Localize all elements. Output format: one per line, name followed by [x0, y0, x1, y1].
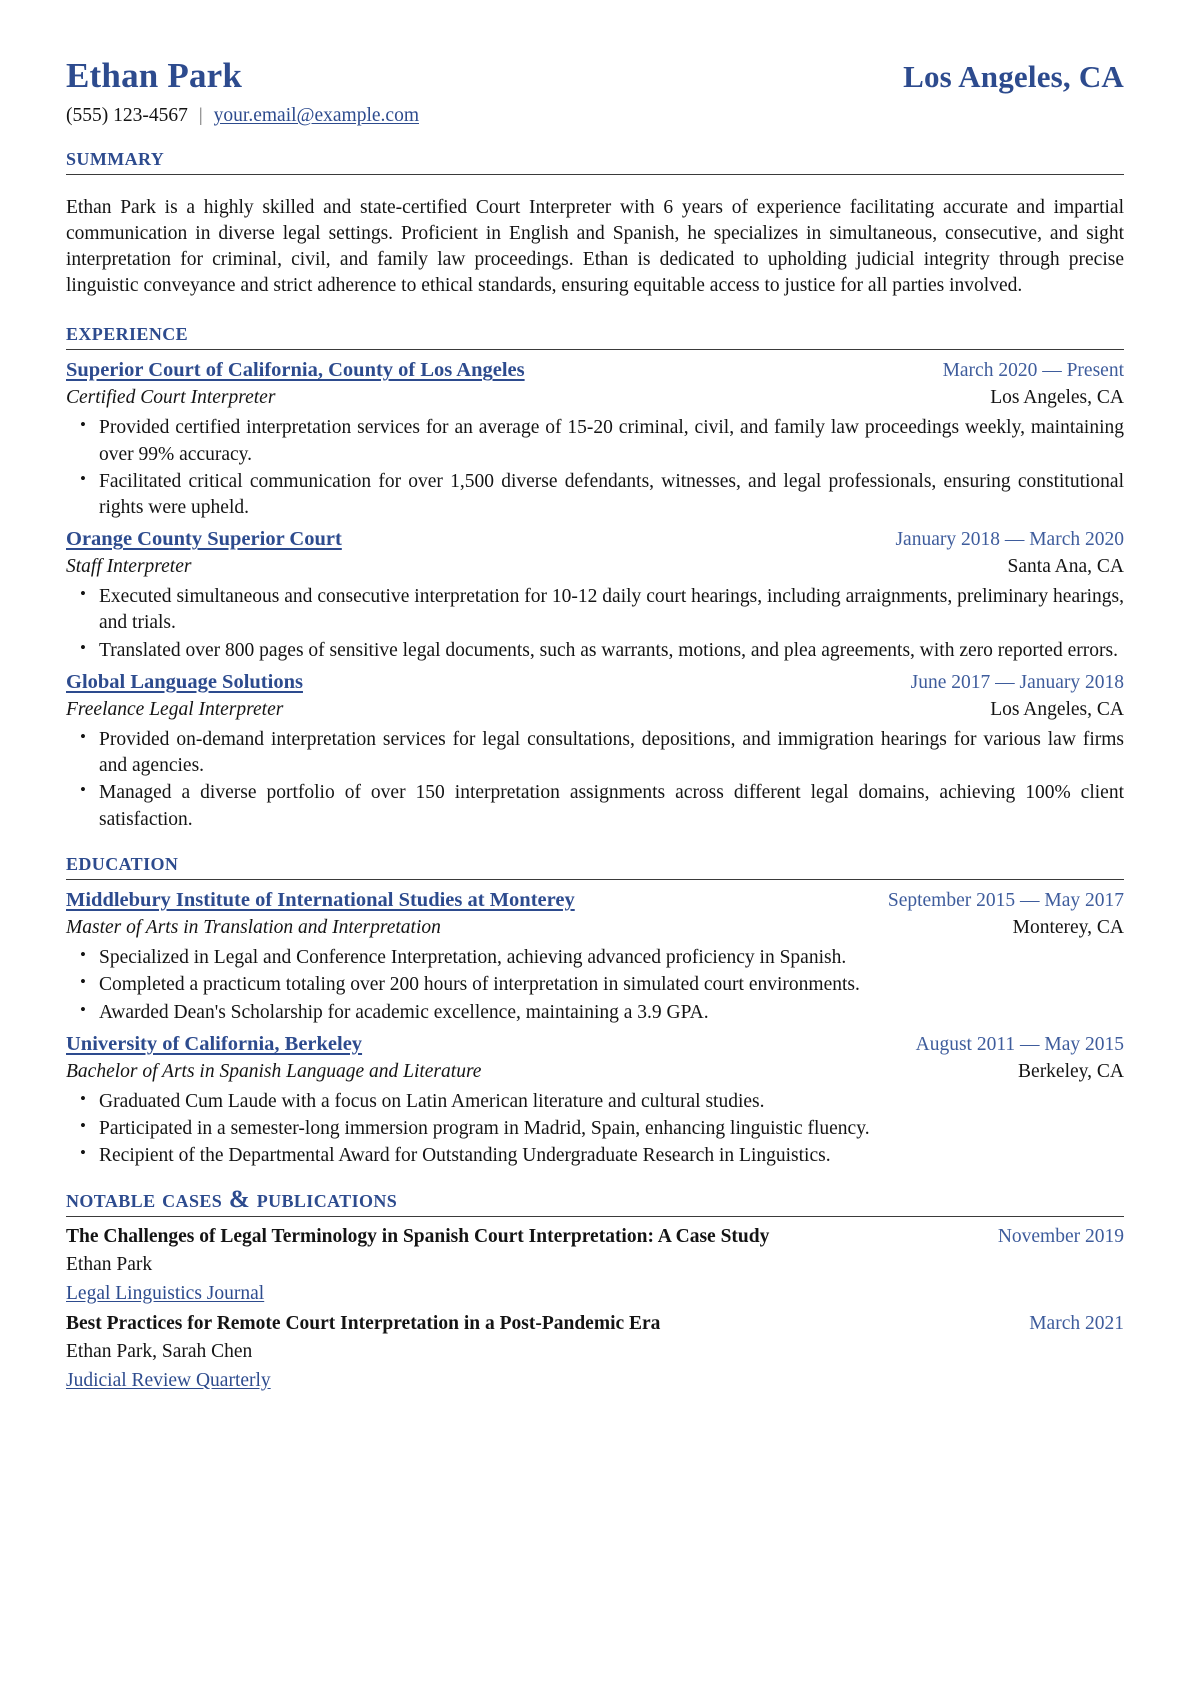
list-item: • Translated over 800 pages of sensitive legal documents, such as warrants, motions, and plea agreements, with zero reported errors.: [66, 638, 1124, 664]
section-divider: [66, 1216, 1124, 1217]
entry-subtitle-row: [66, 1059, 1124, 1084]
publication-authors: Ethan Park, Sarah Chen: [66, 1341, 253, 1363]
experience-organization[interactable]: Orange County Superior Court: [66, 528, 342, 551]
education-entry: [66, 1031, 1124, 1170]
publication-title-row: [66, 1224, 1124, 1250]
section-publications: [66, 1186, 1124, 1394]
list-item: • Awarded Dean's Scholarship for academic excellence, maintaining a 3.9 GPA.: [66, 1000, 1124, 1026]
publication-title: Best Practices for Remote Court Interpretation in a Post-Pandemic Era: [66, 1313, 661, 1334]
education-date: September 2015 — May 2017: [887, 890, 1124, 912]
section-experience: [66, 319, 1124, 833]
section-heading-education: education: [66, 848, 179, 876]
experience-bullet-list: [66, 727, 1124, 833]
publication-authors: Ethan Park: [66, 1254, 153, 1276]
section-education: [66, 849, 1124, 1170]
section-summary: [66, 144, 1124, 300]
list-item: • Executed simultaneous and consecutive interpretation for 10-12 daily court hearings, including arraignments, preliminary hearings, and trials.: [66, 584, 1124, 636]
experience-bullet-list: [66, 415, 1124, 521]
publication-title-row: [66, 1311, 1124, 1337]
experience-entry: [66, 669, 1124, 833]
entry-title-row: [66, 1031, 1124, 1058]
publication-journal-link[interactable]: Legal Linguistics Journal: [66, 1282, 265, 1304]
resume-header: [66, 58, 1124, 95]
list-item: • Completed a practicum totaling over 200 hours of interpretation in simulated court environments.: [66, 972, 1124, 998]
experience-organization[interactable]: Global Language Solutions: [66, 670, 303, 693]
entry-subtitle-row: [66, 915, 1124, 940]
publication-entry: [66, 1224, 1124, 1307]
education-location: Monterey, CA: [1012, 916, 1124, 938]
list-item: • Facilitated critical communication for over 1,500 diverse defendants, witnesses, and legal professionals, ensuring constitutional rights were upheld.: [66, 469, 1124, 521]
education-entry: [66, 887, 1124, 1026]
publication-date: November 2019: [997, 1226, 1124, 1248]
education-degree: Bachelor of Arts in Spanish Language and Literature: [66, 1060, 482, 1082]
experience-date: January 2018 — March 2020: [895, 529, 1124, 551]
experience-location: Santa Ana, CA: [1007, 555, 1124, 577]
education-degree: Master of Arts in Translation and Interpretation: [66, 916, 441, 938]
candidate-location: Los Angeles, CA: [903, 59, 1124, 94]
contact-row: [66, 104, 1124, 128]
publication-title: The Challenges of Legal Terminology in Spanish Court Interpretation: A Case Study: [66, 1226, 770, 1248]
experience-role: Staff Interpreter: [66, 555, 192, 577]
education-institution[interactable]: Middlebury Institute of International Studies at Monterey: [66, 889, 575, 912]
education-location: Berkeley, CA: [1018, 1060, 1124, 1082]
email-link[interactable]: your.email@example.com: [213, 104, 419, 126]
experience-organization[interactable]: Superior Court of California, County of Los Angeles: [66, 359, 525, 382]
experience-entry: [66, 526, 1124, 664]
phone-number: (555) 123-4567: [66, 104, 188, 126]
entry-title-row: [66, 887, 1124, 914]
publication-date: March 2021: [1029, 1313, 1124, 1334]
entry-subtitle-row: [66, 554, 1124, 579]
experience-bullet-list: [66, 584, 1124, 664]
section-divider: [66, 174, 1124, 175]
list-item: • Provided on-demand interpretation services for legal consultations, depositions, and immigration hearings for various law firms and agencies.: [66, 727, 1124, 779]
list-item: • Participated in a semester-long immersion program in Madrid, Spain, enhancing linguistic fluency.: [66, 1116, 1124, 1142]
education-bullet-list: [66, 1089, 1124, 1170]
entry-title-row: [66, 526, 1124, 553]
summary-paragraph: Ethan Park is a highly skilled and state-certified Court Interpreter with 6 years of experience facilitating accurate and impartial communication in diverse legal settings. Proficient in English and Spanish, he specializes in simultaneous, consecutive, and sight interpretation for criminal, civil, and family law proceedings. Ethan is dedicated to upholding judicial integrity through precise linguistic conveyance and strict adherence to ethical standards, ensuring equitable access to justice for all parties involved.: [66, 196, 1124, 297]
entry-title-row: [66, 357, 1124, 384]
experience-role: Freelance Legal Interpreter: [66, 698, 284, 720]
list-item: • Provided certified interpretation services for an average of 15-20 criminal, civil, and family law proceedings weekly, maintaining over 99% accuracy.: [66, 415, 1124, 467]
contact-separator: |: [198, 104, 203, 126]
publication-entry: [66, 1311, 1124, 1394]
section-heading-experience: experience: [66, 318, 189, 346]
entry-subtitle-row: [66, 385, 1124, 410]
section-heading-summary: summary: [66, 143, 165, 171]
section-divider: [66, 349, 1124, 350]
list-item: • Managed a diverse portfolio of over 150 interpretation assignments across different legal domains, achieving 100% client satisfaction.: [66, 780, 1124, 832]
list-item: • Graduated Cum Laude with a focus on Latin American literature and cultural studies.: [66, 1089, 1124, 1115]
section-heading-publications: notable cases & publications: [66, 1185, 398, 1213]
education-date: August 2011 — May 2015: [915, 1033, 1124, 1055]
education-bullet-list: [66, 945, 1124, 1026]
experience-date: March 2020 — Present: [942, 360, 1124, 382]
section-divider: [66, 879, 1124, 880]
experience-location: Los Angeles, CA: [990, 387, 1124, 409]
list-item: • Specialized in Legal and Conference Interpretation, achieving advanced proficiency in Spanish.: [66, 945, 1124, 971]
experience-entry: [66, 357, 1124, 521]
experience-role: Certified Court Interpreter: [66, 387, 276, 409]
list-item: • Recipient of the Departmental Award for Outstanding Undergraduate Research in Linguistics.: [66, 1143, 1124, 1169]
entry-subtitle-row: [66, 697, 1124, 722]
education-institution[interactable]: University of California, Berkeley: [66, 1032, 363, 1055]
entry-title-row: [66, 669, 1124, 696]
experience-location: Los Angeles, CA: [990, 698, 1124, 720]
candidate-name: Ethan Park: [66, 56, 243, 95]
publication-journal-link[interactable]: Judicial Review Quarterly: [66, 1369, 271, 1391]
experience-date: June 2017 — January 2018: [910, 671, 1124, 693]
